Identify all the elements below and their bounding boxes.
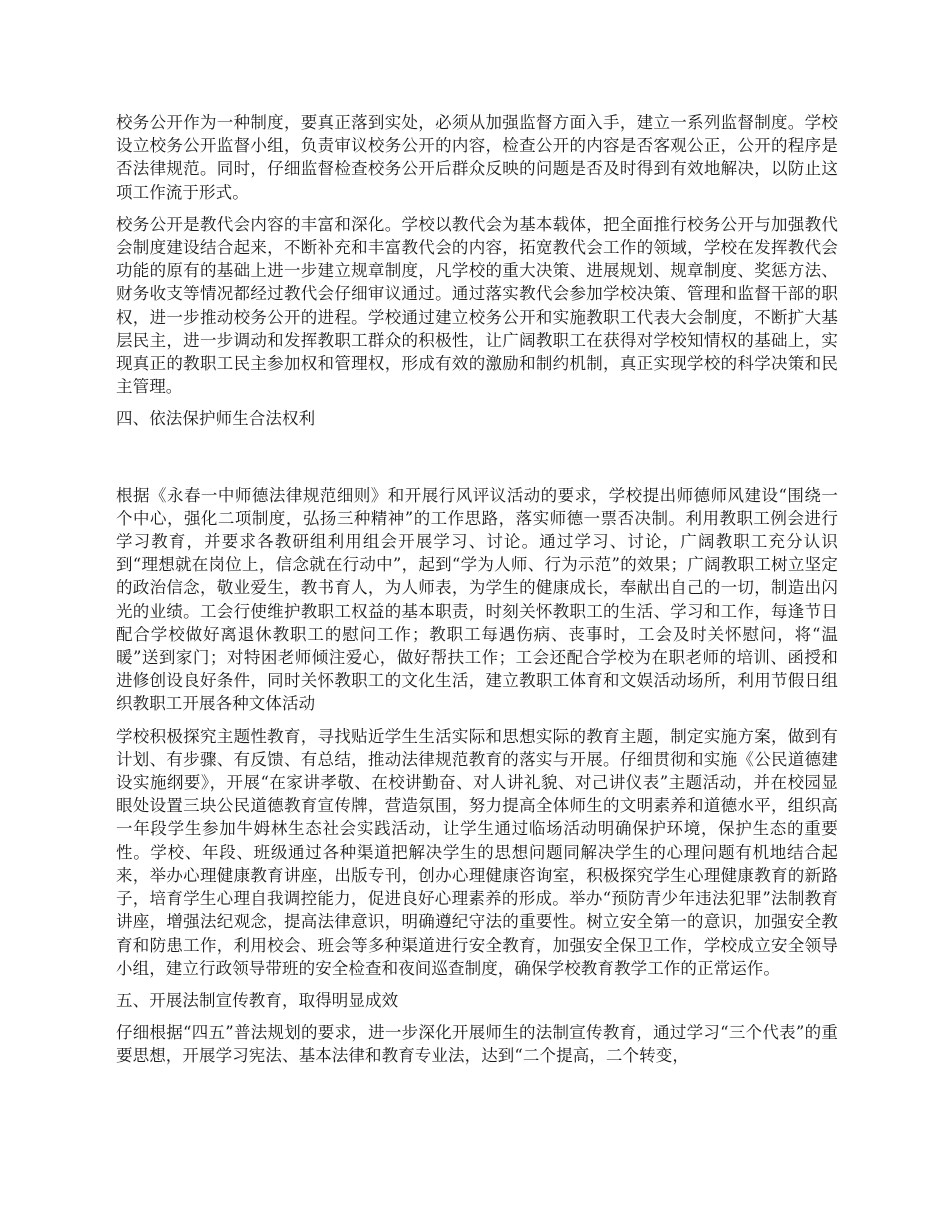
paragraph-theme-education: 学校积极探究主题性教育，寻找贴近学生生活实际和思想实际的教育主题，制定实施方案，做到有计划、有步骤、有反馈、有总结，推动法律规范教育的落实与开展。仔细贯彻和实施《公民道德建设实施纲要》，开展“在家讲孝敬、在校讲勤奋、对人讲礼貌、对己讲仪表”主题活动，并在校园显眼处设置三块公民道德教育宣传牌，营造氛围，努力提高全体师生的文明素养和道德水平，组织高一年段学生参加牛姆林生态社会实践活动，让学生通过临场活动明确保护环境，保护生态的重要性。学校、年段、班级通过各种渠道把解决学生的思想问题同解决学生的心理问题有机地结合起来，举办心理健康教育讲座，出版专刊，创办心理健康咨询室，积极探究学生心理健康教育的新路子，培育学生心理自我调控能力，促进良好心理素养的形成。举办“预防青少年违法犯罪”法制教育讲座，增强法纪观念，提高法律意识，明确遵纪守法的重要性。树立安全第一的意识，加强安全教育和防患工作，利用校会、班会等多种渠道进行安全教育，加强安全保卫工作，学校成立安全领导小组，建立行政领导带班的安全检查和夜间巡查制度，确保学校教育教学工作的正常运作。 bbox=[116, 726, 838, 978]
section-heading-4: 四、依法保护师生合法权利 bbox=[116, 409, 316, 429]
document-body bbox=[116, 111, 838, 1077]
section-heading-5: 五、开展法制宣传教育，取得明显成效 bbox=[116, 990, 399, 1010]
blank-space bbox=[116, 440, 838, 484]
paragraph-legal-education: 仔细根据“四五”普法规划的要求，进一步深化开展师生的法制宣传教育，通过学习“三个代表”的重要思想，开展学习宪法、基本法律和教育专业法，达到“二个提高，二个转变， bbox=[116, 1023, 838, 1066]
paragraph-teacher-ethics: 根据《永春一中师德法律规范细则》和开展行风评议活动的要求，学校提出师德师风建设“围绕一个中心，强化二项制度，弘扬三种精神”的工作思路，落实师德一票否决制。利用教职工例会进行学习教育，并要求各教研组利用组会开展学习、讨论。通过学习、讨论，广阔教职工充分认识到“理想就在岗位上，信念就在行动中”，起到“学为人师、行为示范”的效果；广阔教职工树立坚定的政治信念，敬业爱生，教书育人，为人师表，为学生的健康成长，奉献出自己的一切，制造出闪光的业绩。工会行使维护教职工权益的基本职责，时刻关怀教职工的生活、学习和工作，每逢节日配合学校做好离退休教职工的慰问工作；教职工每遇伤病、丧事时，工会及时关怀慰问，将“温暖”送到家门；对特困老师倾注爱心，做好帮扶工作；工会还配合学校为在职老师的培训、函授和进修创设良好条件，同时关怀教职工的文化生活，建立教职工体育和文娱活动场所，利用节假日组织教职工开展各种文体活动 bbox=[116, 485, 838, 714]
paragraph-supervision: 校务公开作为一种制度，要真正落到实处，必须从加强监督方面入手，建立一系列监督制度。学校设立校务公开监督小组，负责审议校务公开的内容，检查公开的内容是否客观公正，公开的程序是否法律规范。同时，仔细监督检查校务公开后群众反映的问题是否及时得到有效地解决，以防止这项工作流于形式。 bbox=[116, 113, 838, 202]
paragraph-staff-congress: 校务公开是教代会内容的丰富和深化。学校以教代会为基本载体，把全面推行校务公开与加强教代会制度建设结合起来，不断补充和丰富教代会的内容，拓宽教代会工作的领域，学校在发挥教代会功能的原有的基础上进一步建立规章制度，凡学校的重大决策、进展规划、规章制度、奖惩方法、财务收支等情况都经过教代会仔细审议通过。通过落实教代会参加学校决策、管理和监督干部的职权，进一步推动校务公开的进程。学校通过建立校务公开和实施教职工代表大会制度，不断扩大基层民主，进一步调动和发挥教职工群众的积极性，让广阔教职工在获得对学校知情权的基础上，实现真正的教职工民主参加权和管理权，形成有效的激励和制约机制，真正实现学校的科学决策和民主管理。 bbox=[116, 214, 838, 397]
